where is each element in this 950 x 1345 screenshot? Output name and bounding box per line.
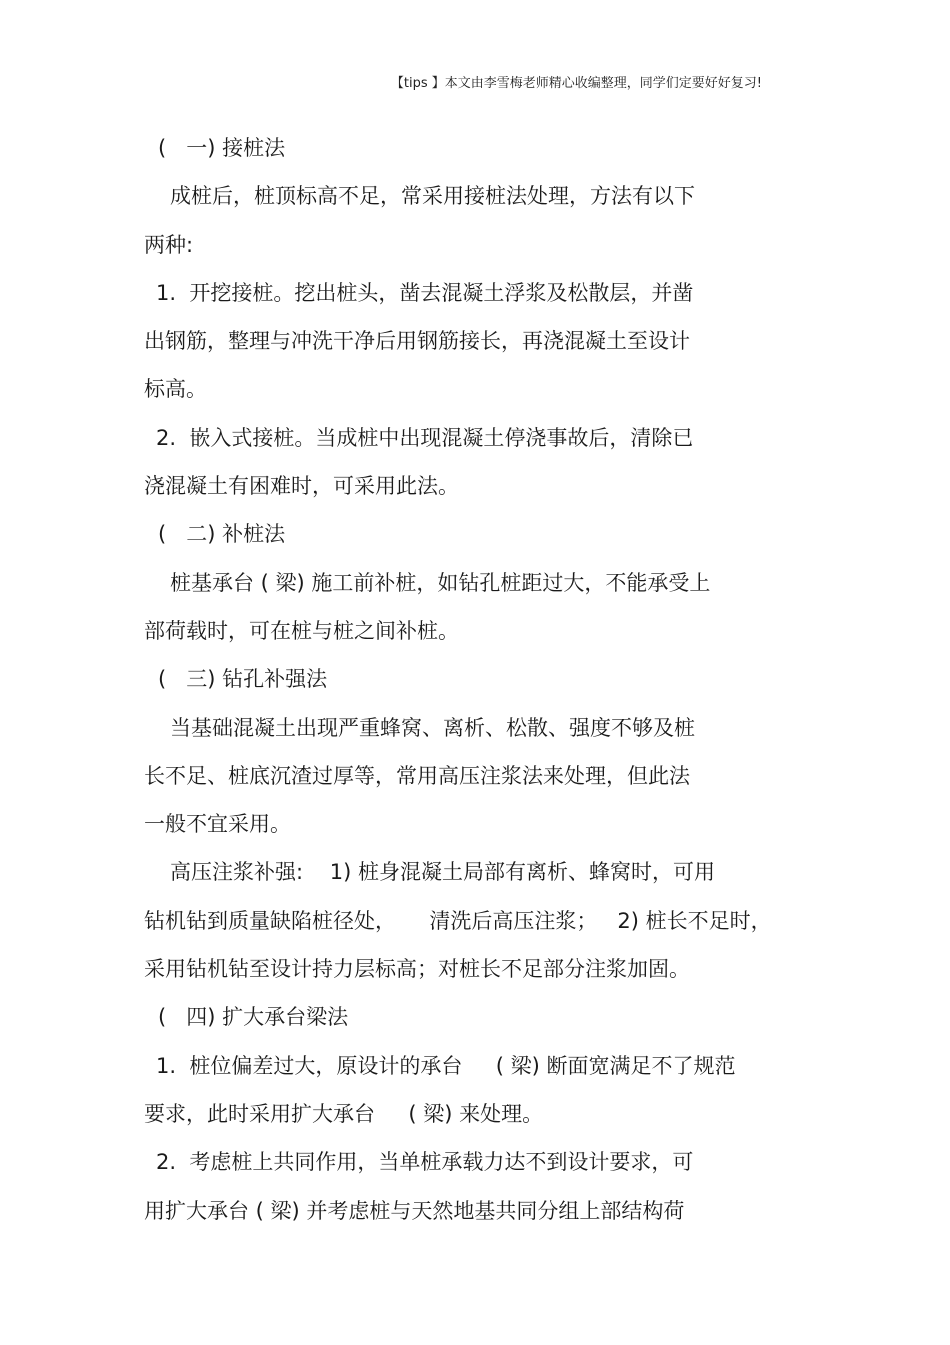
paragraph-line: 两种: (144, 232, 194, 257)
section-heading: ( 二) 补桩法 (158, 522, 286, 547)
paragraph-line: 用扩大承台 ( 梁) 并考虑桩与天然地基共同分组上部结构荷 (144, 1198, 685, 1223)
paragraph-line: 采用钻机钻至设计持力层标高；对桩长不足部分注浆加固。 (144, 957, 690, 982)
numbered-item: 1. 开挖接桩。挖出桩头，凿去混凝土浮浆及松散层，并凿 (156, 280, 694, 305)
paragraph-line: 部荷载时，可在桩与桩之间补桩。 (144, 618, 459, 643)
numbered-item: 2. 考虑桩上共同作用，当单桩承载力达不到设计要求，可 (156, 1150, 694, 1175)
paragraph-line: 出钢筋，整理与冲洗干净后用钢筋接长，再浇混凝土至设计 (144, 329, 690, 354)
paragraph-line: 一般不宜采用。 (144, 812, 291, 837)
paragraph-line: 浇混凝土有困难时，可采用此法。 (144, 474, 459, 499)
section-heading: ( 四) 扩大承台梁法 (158, 1005, 349, 1030)
paragraph-line: 成桩后，桩顶标高不足，常采用接桩法处理，方法有以下 (170, 184, 695, 209)
paragraph-line: 钻机钻到质量缺陷桩径处， 清洗后高压注浆； 2) 桩长不足时， (144, 908, 772, 933)
document-body (144, 124, 804, 1235)
paragraph-line: 长不足、桩底沉渣过厚等，常用高压注浆法来处理，但此法 (144, 763, 690, 788)
numbered-item: 1. 桩位偏差过大，原设计的承台 ( 梁) 断面宽满足不了规范 (156, 1053, 736, 1078)
tips-note: 【tips 】本文由李雪梅老师精心收编整理，同学们定要好好复习! (390, 76, 762, 91)
section-heading: ( 三) 钻孔补强法 (158, 667, 328, 692)
paragraph-line: 高压注浆补强: 1) 桩身混凝土局部有离析、蜂窝时，可用 (170, 860, 716, 885)
section-heading: ( 一) 接桩法 (158, 136, 286, 160)
paragraph-line: 桩基承台 ( 梁) 施工前补桩，如钻孔桩距过大，不能承受上 (170, 570, 711, 595)
paragraph-line: 标高。 (144, 377, 207, 402)
paragraph-line: 当基础混凝土出现严重蜂窝、离析、松散、强度不够及桩 (170, 715, 695, 740)
numbered-item: 2. 嵌入式接桩。当成桩中出现混凝土停浇事故后，清除已 (156, 425, 694, 450)
paragraph-line: 要求，此时采用扩大承台 ( 梁) 来处理。 (144, 1101, 544, 1126)
